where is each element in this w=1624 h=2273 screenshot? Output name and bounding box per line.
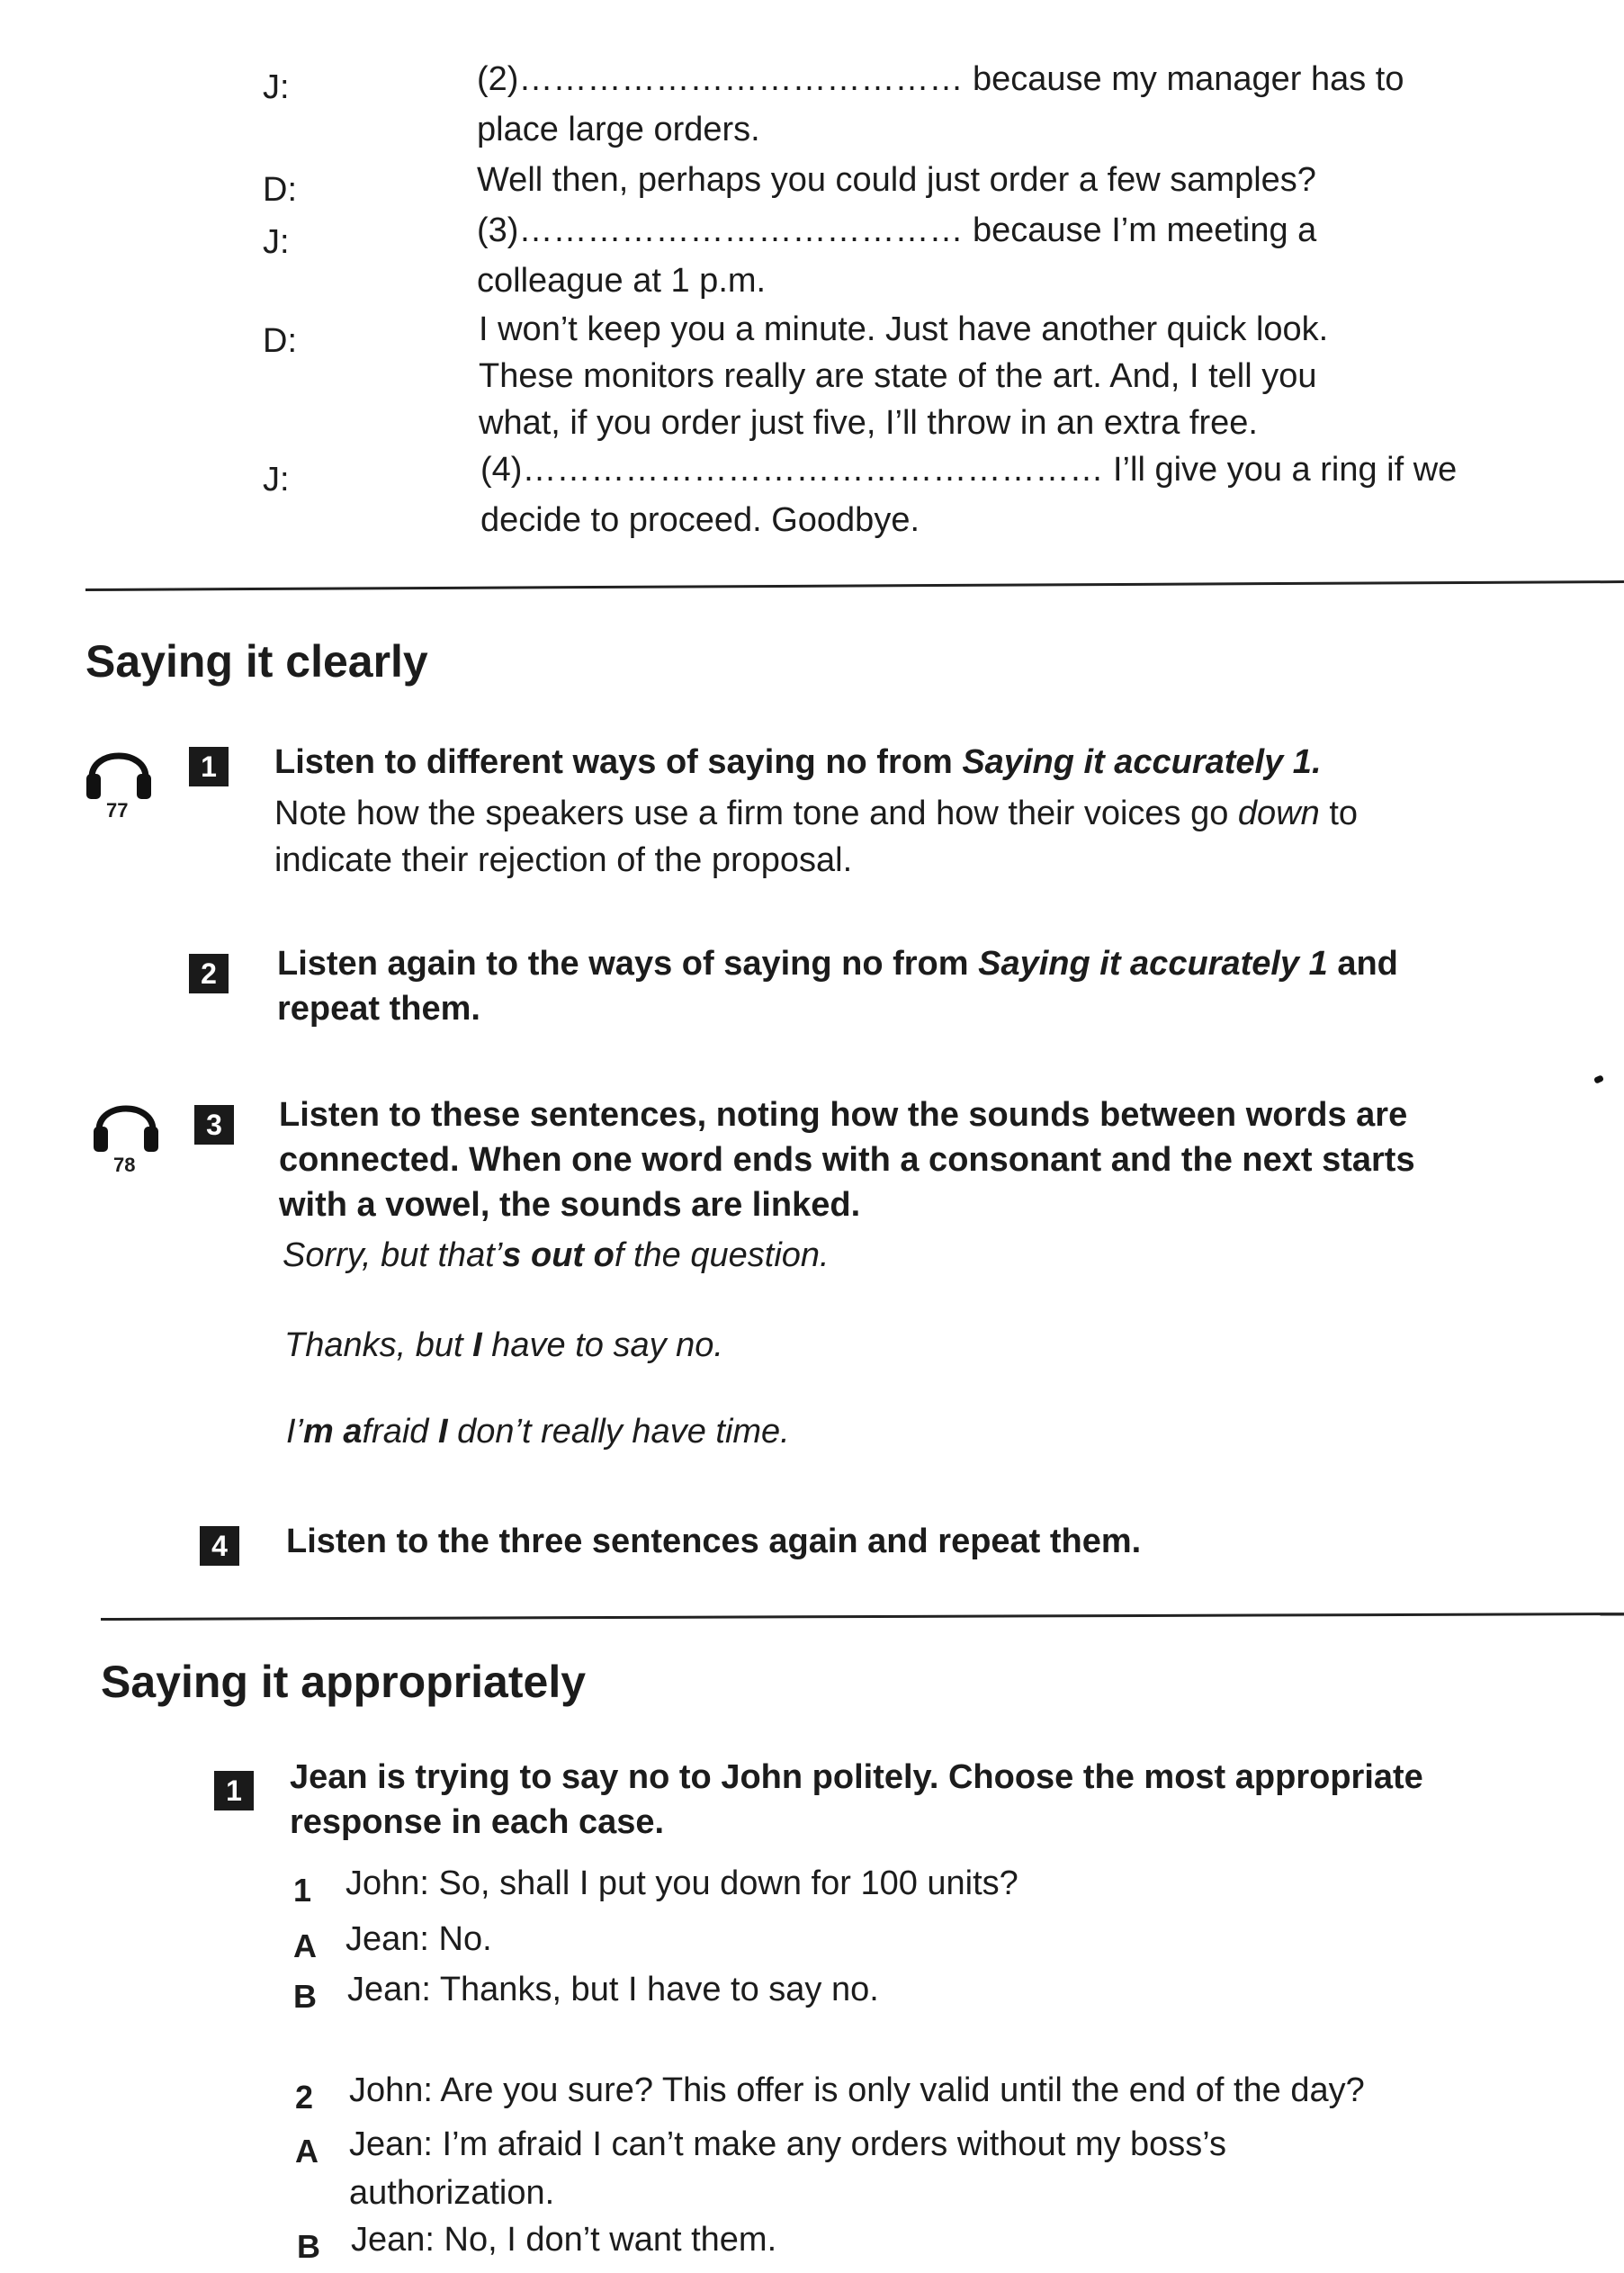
exercise-number-badge: 1: [214, 1771, 254, 1810]
section-title: Saying it clearly: [85, 636, 428, 687]
note-text: Note how the speakers use a firm tone and how their voices go: [274, 795, 1238, 832]
item-text: John: Are you sure? This offer is only valid until the end of the day?: [349, 2071, 1365, 2109]
dialogue-text: I won’t keep you a minute. Just have another quick look.: [479, 310, 1329, 348]
exercise-instruction: [290, 1755, 1423, 1845]
exercise-instruction: Listen to the three sentences again and repeat them.: [286, 1523, 1142, 1560]
item-label: A: [295, 2133, 319, 2170]
instruction-text: Listen to different ways of saying no from: [274, 743, 963, 781]
instruction-text: Listen to these sentences, noting how the sounds between words are: [279, 1096, 1408, 1134]
speaker-label: J:: [263, 461, 290, 499]
instruction-text: Listen again to the ways of saying no from: [277, 945, 979, 983]
speaker-label: J:: [263, 223, 290, 261]
speck: [1593, 1074, 1604, 1084]
speaker-label: J:: [263, 68, 290, 106]
example-sentence: [286, 1413, 790, 1451]
dialogue-text: (4)…………………………………………… I’ll give you a ring if we: [480, 451, 1458, 489]
dialogue-line: [480, 445, 1457, 545]
sentence-part: f the question.: [614, 1236, 830, 1274]
exercise-number-badge: 4: [200, 1526, 239, 1566]
dialogue-text: Well then, perhaps you could just order a few samples?: [477, 161, 1316, 199]
sentence-part: Thanks, but: [284, 1326, 473, 1364]
item-text: Jean: No.: [345, 1920, 492, 1958]
track-number: 77: [106, 799, 129, 822]
sentence-part: fraid: [362, 1413, 438, 1451]
track-number: 78: [113, 1154, 136, 1176]
linked-sound: s: [502, 1236, 522, 1274]
instruction-text: repeat them.: [277, 990, 480, 1028]
exercise-number-badge: 3: [194, 1105, 234, 1145]
item-label: B: [293, 1978, 317, 2015]
sentence-part: have to say no.: [481, 1326, 723, 1364]
dialogue-line: [479, 306, 1328, 446]
item-text-line: Jean: I’m afraid I can’t make any orders without my boss’s: [349, 2125, 1227, 2163]
instruction-text: with a vowel, the sounds are linked.: [279, 1186, 861, 1224]
dialogue-line: [477, 205, 1316, 306]
instruction-text: connected. When one word ends with a consonant and the next starts: [279, 1141, 1415, 1179]
instruction-text: Jean is trying to say no to John politely. Choose the most appropriate: [290, 1758, 1423, 1796]
exercise-note: [274, 790, 1358, 884]
dialogue-text: decide to proceed. Goodbye.: [480, 501, 920, 539]
note-text: indicate their rejection of the proposal.: [274, 841, 853, 879]
item-text: John: So, shall I put you down for 100 units?: [345, 1864, 1018, 1902]
linked-sound: I: [472, 1326, 482, 1364]
dialogue-text: what, if you order just five, I’ll throw in an extra free.: [479, 404, 1258, 442]
speaker-label: D:: [263, 171, 297, 209]
exercise-instruction: [274, 740, 1322, 785]
sentence-part: Sorry, but that’: [283, 1236, 503, 1274]
item-text-line: authorization.: [349, 2174, 555, 2212]
dialogue-text: (2)………………………………… because my manager has to: [477, 60, 1404, 98]
exercise-number-badge: 1: [189, 747, 229, 786]
dialogue-text: place large orders.: [477, 111, 760, 148]
reference-text: Saying it accurately 1.: [962, 743, 1322, 781]
exercise-instruction: [279, 1092, 1415, 1227]
instruction-text: response in each case.: [290, 1803, 665, 1841]
linked-sound: I: [437, 1413, 448, 1451]
linked-sound: o: [593, 1236, 615, 1274]
dialogue-text: (3)………………………………… because I’m meeting a: [477, 211, 1317, 249]
item-text: Jean: Thanks, but I have to say no.: [347, 1971, 879, 2008]
note-text: to: [1319, 795, 1359, 832]
linked-sound: m: [303, 1413, 334, 1451]
item-label: B: [297, 2228, 320, 2265]
dialogue-text: These monitors really are state of the art. And, I tell you: [479, 357, 1317, 395]
section-divider: [85, 580, 1624, 591]
dialogue-line: [477, 155, 1316, 205]
headphones-icon: [90, 1083, 162, 1164]
sentence-part: I’: [286, 1413, 303, 1451]
sentence-part: [334, 1413, 344, 1451]
speaker-label: D:: [263, 322, 297, 360]
sentence-part: don’t really have time.: [447, 1413, 790, 1451]
item-label: A: [293, 1927, 317, 1964]
linked-sound: out: [531, 1236, 585, 1274]
item-text: [349, 2120, 1226, 2217]
sentence-part: [521, 1236, 531, 1274]
item-label: 1: [293, 1872, 312, 1909]
reference-text: Saying it accurately 1: [978, 945, 1328, 983]
linked-sound: a: [343, 1413, 363, 1451]
example-sentence: [284, 1326, 723, 1365]
exercise-instruction: [277, 941, 1398, 1031]
section-title: Saying it appropriately: [101, 1657, 587, 1707]
instruction-text: and: [1327, 945, 1398, 983]
item-label: 2: [295, 2079, 314, 2116]
sentence-part: [584, 1236, 594, 1274]
dialogue-line: [477, 54, 1404, 155]
note-emphasis: down: [1237, 795, 1320, 832]
dialogue-text: colleague at 1 p.m.: [477, 262, 767, 300]
example-sentence: [283, 1236, 830, 1275]
exercise-number-badge: 2: [189, 954, 229, 993]
section-divider: [101, 1613, 1624, 1621]
item-text: Jean: No, I don’t want them.: [351, 2221, 777, 2259]
